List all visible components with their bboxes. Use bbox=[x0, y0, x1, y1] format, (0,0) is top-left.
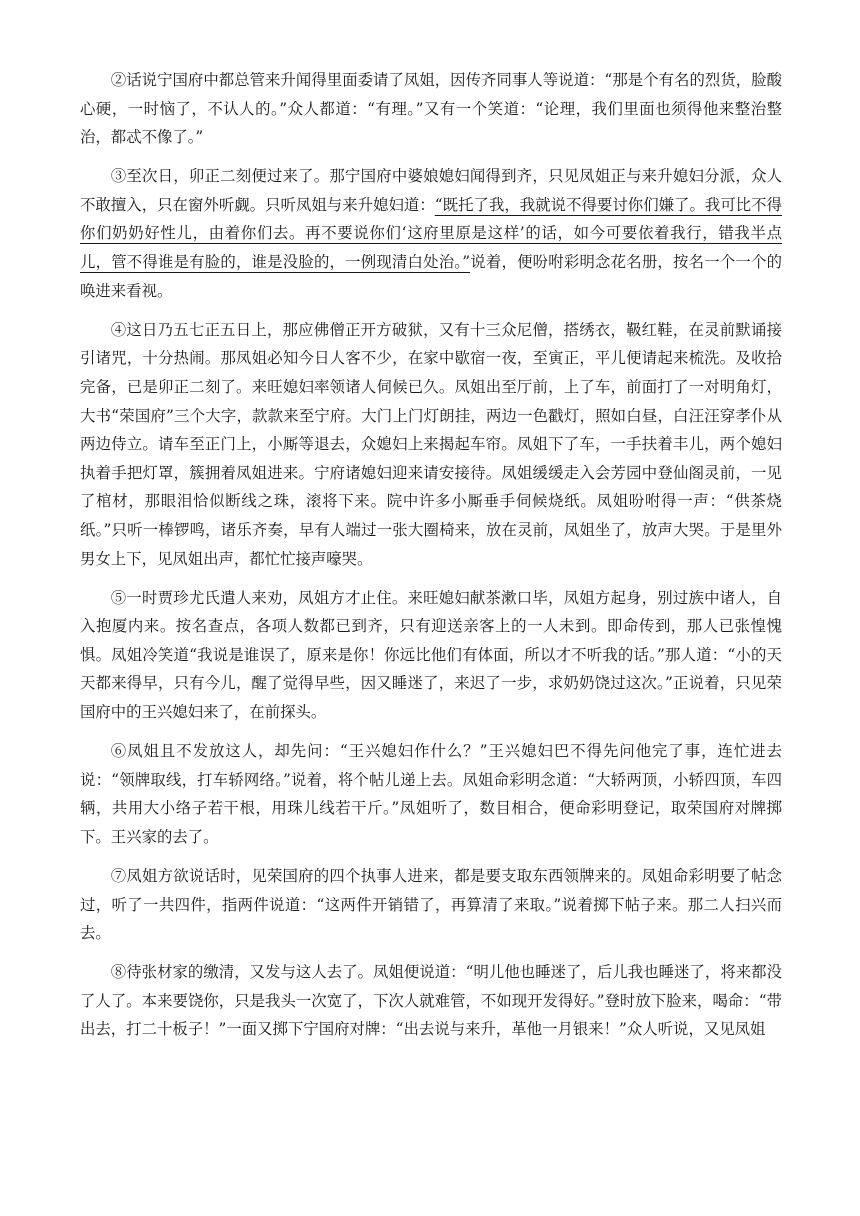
paragraph-5: ⑤一时贾珍尤氏遣人来劝，凤姐方才止住。来旺媳妇献茶漱口毕，凤姐方起身，别过族中诸人，自入抱厦内来。按名查点，各项人数都已到齐，只有迎送亲客上的一人未到。即命传到，那人已张惶愧惧。凤姐冷笑道“我说是谁误了，原来是你！你远比他们有体面，所以才不听我的话。”那人道：“小的天天都来得早，只有今儿，醒了觉得早些，因又睡迷了，来迟了一步，求奶奶饶过这次。”正说着，只见荣国府中的王兴媳妇来了，在前探头。 bbox=[80, 588, 782, 721]
paragraph-3 bbox=[80, 162, 782, 305]
paragraph-2: ②话说宁国府中都总管来升闻得里面委请了凤姐，因传齐同事人等说道：“那是个有名的烈货，脸酸心硬，一时恼了，不认人的。”众人都道：“有理。”又有一个笑道：“论理，我们里面也须得他来整治整治，都忒不像了。” bbox=[80, 71, 782, 147]
paragraph-7: ⑦凤姐方欲说话时，见荣国府的四个执事人进来，都是要支取东西领牌来的。凤姐命彩明要了帖念过，听了一共四件，指两件说道：“这两件开销错了，再算清了来取。”说着掷下帖子来。那二人扫兴而去。 bbox=[80, 866, 782, 943]
paragraph-3-intro: ③至次日，卯正二刻便过来了。那宁国府中婆娘媳妇闻得到齐，只见凤姐正与来升媳妇分派，众人不敢擅入，只在窗外听觑。只听凤姐与来升媳妇道： bbox=[80, 167, 782, 214]
paragraph-8: ⑧待张材家的缴清，又发与这人去了。凤姐便说道：“明儿他也睡迷了，后儿我也睡迷了，将来都没了人了。本来要饶你，只是我头一次宽了，下次人就难管，不如现开发得好。”登时放下脸来，喝命：“带出去，打二十板子！”一面又掷下宁国府对牌：“出去说与来升，革他一月银来！”众人听说，又见凤姐 bbox=[80, 963, 782, 1039]
paragraph-4: ④这日乃五七正五日上，那应佛僧正开方破狱，又有十三众尼僧，搭绣衣，靸红鞋，在灵前默诵接引诸咒，十分热闹。那凤姐必知今日人客不少，在家中歇宿一夜，至寅正，平儿便请起来梳洗。及收拾完备，已是卯正二刻了。来旺媳妇率领诸人伺候已久。凤姐出至厅前，上了车，前面打了一对明角灯，大书“荣国府”三个大字，款款来至宁府。大门上门灯朗挂，两边一色戳灯，照如白昼，白汪汪穿孝仆从两边侍立。请车至正门上，小厮等退去，众媳妇上来揭起车帘。凤姐下了车，一手扶着丰儿，两个媳妇执着手把灯罩，簇拥着凤姐进来。宁府诸媳妇迎来请安接待。凤姐缓缓走入会芳园中登仙阁灵前，一见了棺材，那眼泪恰似断线之珠，滚将下来。院中许多小厮垂手伺候烧纸。凤姐吩咐得一声：“供茶烧纸。”只听一棒锣鸣，诸乐齐奏，早有人端过一张大圈椅来，放在灵前，凤姐坐了，放声大哭。于是里外男女上下，见凤姐出声，都忙忙接声嚎哭。 bbox=[80, 320, 782, 568]
paragraph-6: ⑥凤姐且不发放这人，却先问：“王兴媳妇作什么？”王兴媳妇巴不得先问他完了事，连忙进去说：“领牌取线，打车轿网络。”说着，将个帖儿递上去。凤姐命彩明念道：“大轿两顶，小轿四顶，车四辆，共用大小络子若干根，用珠儿线若干斤。”凤姐听了，数目相合，便命彩明登记，取荣国府对牌掷下。王兴家的去了。 bbox=[80, 742, 782, 846]
paragraph-3-ending: 说着，便吩咐彩明念花名册，按名一个一个的唤进来看视。 bbox=[80, 253, 782, 300]
document-page bbox=[80, 66, 782, 1055]
underlined-quote: “既托了我，我就说不得要讨你们嫌了。我可比不得你们奶奶好性儿，由着你们去。再不要说你们‘这府里原是这样’的话，如今可要依着我行，错我半点儿，管不得谁是有脸的，谁是没脸的，一例现清白处治。” bbox=[80, 195, 782, 272]
